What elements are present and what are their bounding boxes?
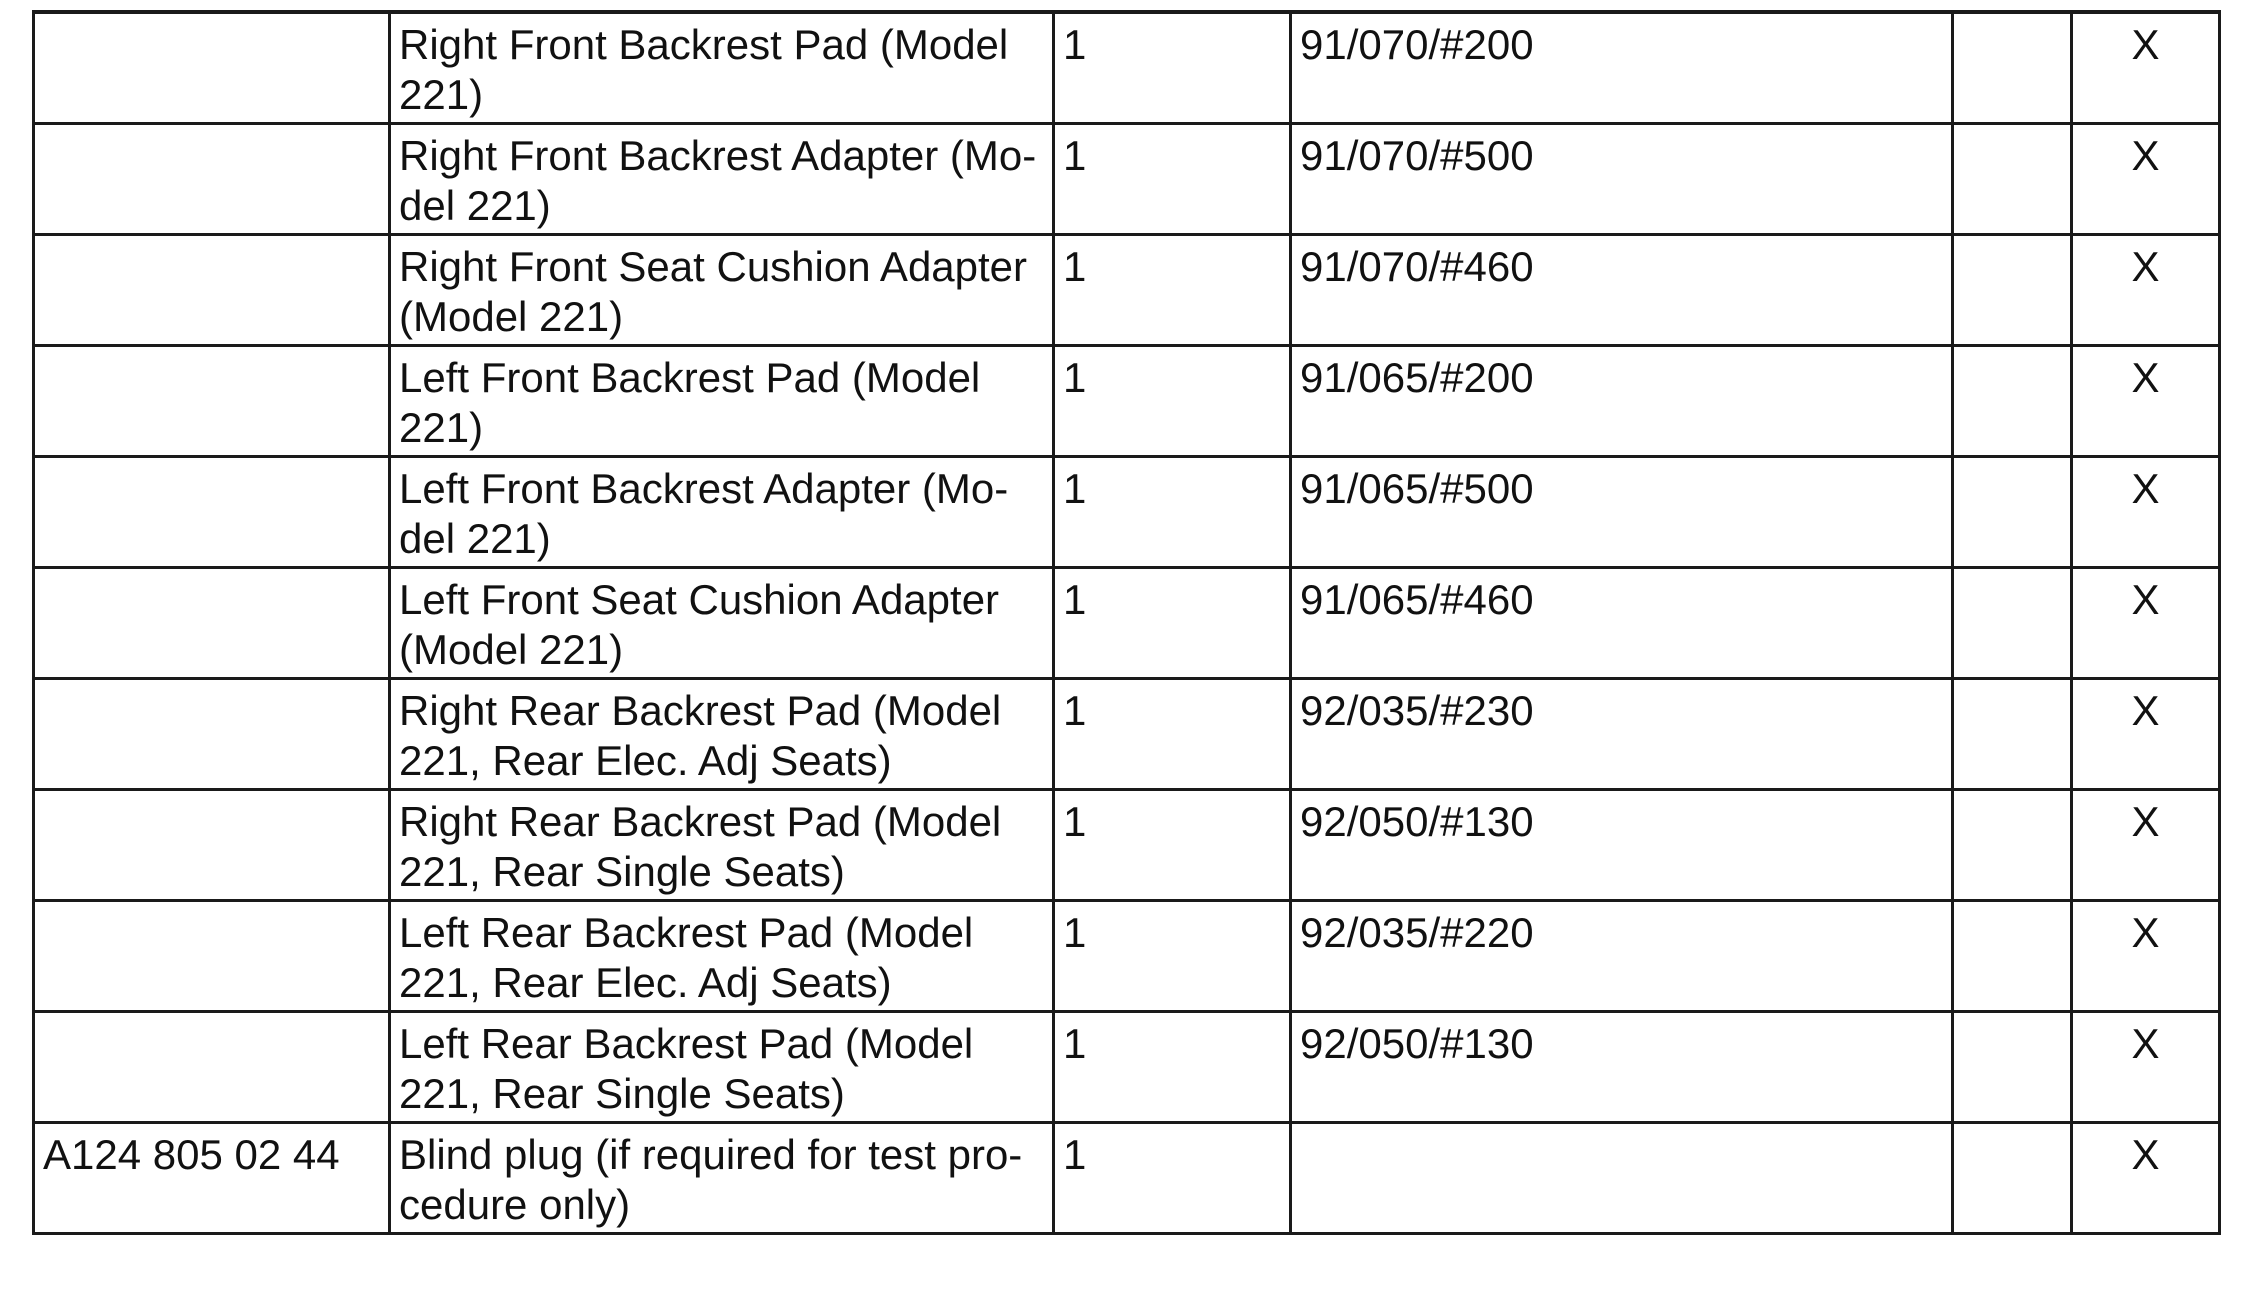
- mark-cell: X: [2072, 567, 2220, 678]
- description-cell: Blind plug (if required for test pro- cedure only): [390, 1122, 1054, 1233]
- table-row: [34, 456, 2220, 567]
- empty-cell: [1953, 789, 2072, 900]
- description-cell: Right Front Backrest Adapter (Mo- del 221): [390, 123, 1054, 234]
- parts-table-body: [34, 12, 2220, 1233]
- quantity-cell: 1: [1054, 345, 1291, 456]
- table-row: [34, 345, 2220, 456]
- quantity-cell: 1: [1054, 678, 1291, 789]
- empty-cell: [1953, 567, 2072, 678]
- table-row: [34, 900, 2220, 1011]
- mark-cell: X: [2072, 456, 2220, 567]
- reference-cell: 91/065/#200: [1291, 345, 1953, 456]
- part-number-cell: [34, 234, 390, 345]
- description-cell: Right Rear Backrest Pad (Model 221, Rear Elec. Adj Seats): [390, 678, 1054, 789]
- part-number-cell: [34, 1011, 390, 1122]
- empty-cell: [1953, 900, 2072, 1011]
- empty-cell: [1953, 1122, 2072, 1233]
- mark-cell: X: [2072, 1122, 2220, 1233]
- part-number-cell: [34, 456, 390, 567]
- reference-cell: 92/035/#230: [1291, 678, 1953, 789]
- mark-cell: X: [2072, 900, 2220, 1011]
- table-row: [34, 789, 2220, 900]
- table-row: [34, 1122, 2220, 1233]
- description-cell: Left Front Seat Cushion Adapter (Model 221): [390, 567, 1054, 678]
- part-number-cell: [34, 789, 390, 900]
- parts-table: [32, 10, 2221, 1235]
- part-number-cell: [34, 678, 390, 789]
- mark-cell: X: [2072, 789, 2220, 900]
- quantity-cell: 1: [1054, 900, 1291, 1011]
- description-cell: Left Rear Backrest Pad (Model 221, Rear Single Seats): [390, 1011, 1054, 1122]
- reference-cell: 92/050/#130: [1291, 789, 1953, 900]
- part-number-cell: [34, 900, 390, 1011]
- empty-cell: [1953, 456, 2072, 567]
- quantity-cell: 1: [1054, 123, 1291, 234]
- part-number-cell: [34, 123, 390, 234]
- table-row: [34, 12, 2220, 123]
- quantity-cell: 1: [1054, 789, 1291, 900]
- mark-cell: X: [2072, 123, 2220, 234]
- table-row: [34, 123, 2220, 234]
- empty-cell: [1953, 678, 2072, 789]
- part-number-cell: [34, 567, 390, 678]
- table-row: [34, 567, 2220, 678]
- quantity-cell: 1: [1054, 12, 1291, 123]
- reference-cell: 91/070/#200: [1291, 12, 1953, 123]
- reference-cell: 91/065/#460: [1291, 567, 1953, 678]
- empty-cell: [1953, 234, 2072, 345]
- table-row: [34, 678, 2220, 789]
- empty-cell: [1953, 12, 2072, 123]
- description-cell: Right Front Seat Cushion Adapter (Model 221): [390, 234, 1054, 345]
- description-cell: Left Rear Backrest Pad (Model 221, Rear Elec. Adj Seats): [390, 900, 1054, 1011]
- mark-cell: X: [2072, 12, 2220, 123]
- empty-cell: [1953, 123, 2072, 234]
- reference-cell: 92/050/#130: [1291, 1011, 1953, 1122]
- mark-cell: X: [2072, 234, 2220, 345]
- reference-cell: 91/070/#460: [1291, 234, 1953, 345]
- description-cell: Right Front Backrest Pad (Model 221): [390, 12, 1054, 123]
- reference-cell: 92/035/#220: [1291, 900, 1953, 1011]
- quantity-cell: 1: [1054, 1122, 1291, 1233]
- description-cell: Left Front Backrest Adapter (Mo- del 221): [390, 456, 1054, 567]
- quantity-cell: 1: [1054, 456, 1291, 567]
- description-cell: Left Front Backrest Pad (Model 221): [390, 345, 1054, 456]
- part-number-cell: [34, 12, 390, 123]
- quantity-cell: 1: [1054, 1011, 1291, 1122]
- reference-cell: 91/070/#500: [1291, 123, 1953, 234]
- table-row: [34, 1011, 2220, 1122]
- reference-cell: [1291, 1122, 1953, 1233]
- mark-cell: X: [2072, 345, 2220, 456]
- mark-cell: X: [2072, 1011, 2220, 1122]
- empty-cell: [1953, 345, 2072, 456]
- mark-cell: X: [2072, 678, 2220, 789]
- part-number-cell: A124 805 02 44: [34, 1122, 390, 1233]
- quantity-cell: 1: [1054, 234, 1291, 345]
- description-cell: Right Rear Backrest Pad (Model 221, Rear Single Seats): [390, 789, 1054, 900]
- part-number-cell: [34, 345, 390, 456]
- empty-cell: [1953, 1011, 2072, 1122]
- quantity-cell: 1: [1054, 567, 1291, 678]
- reference-cell: 91/065/#500: [1291, 456, 1953, 567]
- table-row: [34, 234, 2220, 345]
